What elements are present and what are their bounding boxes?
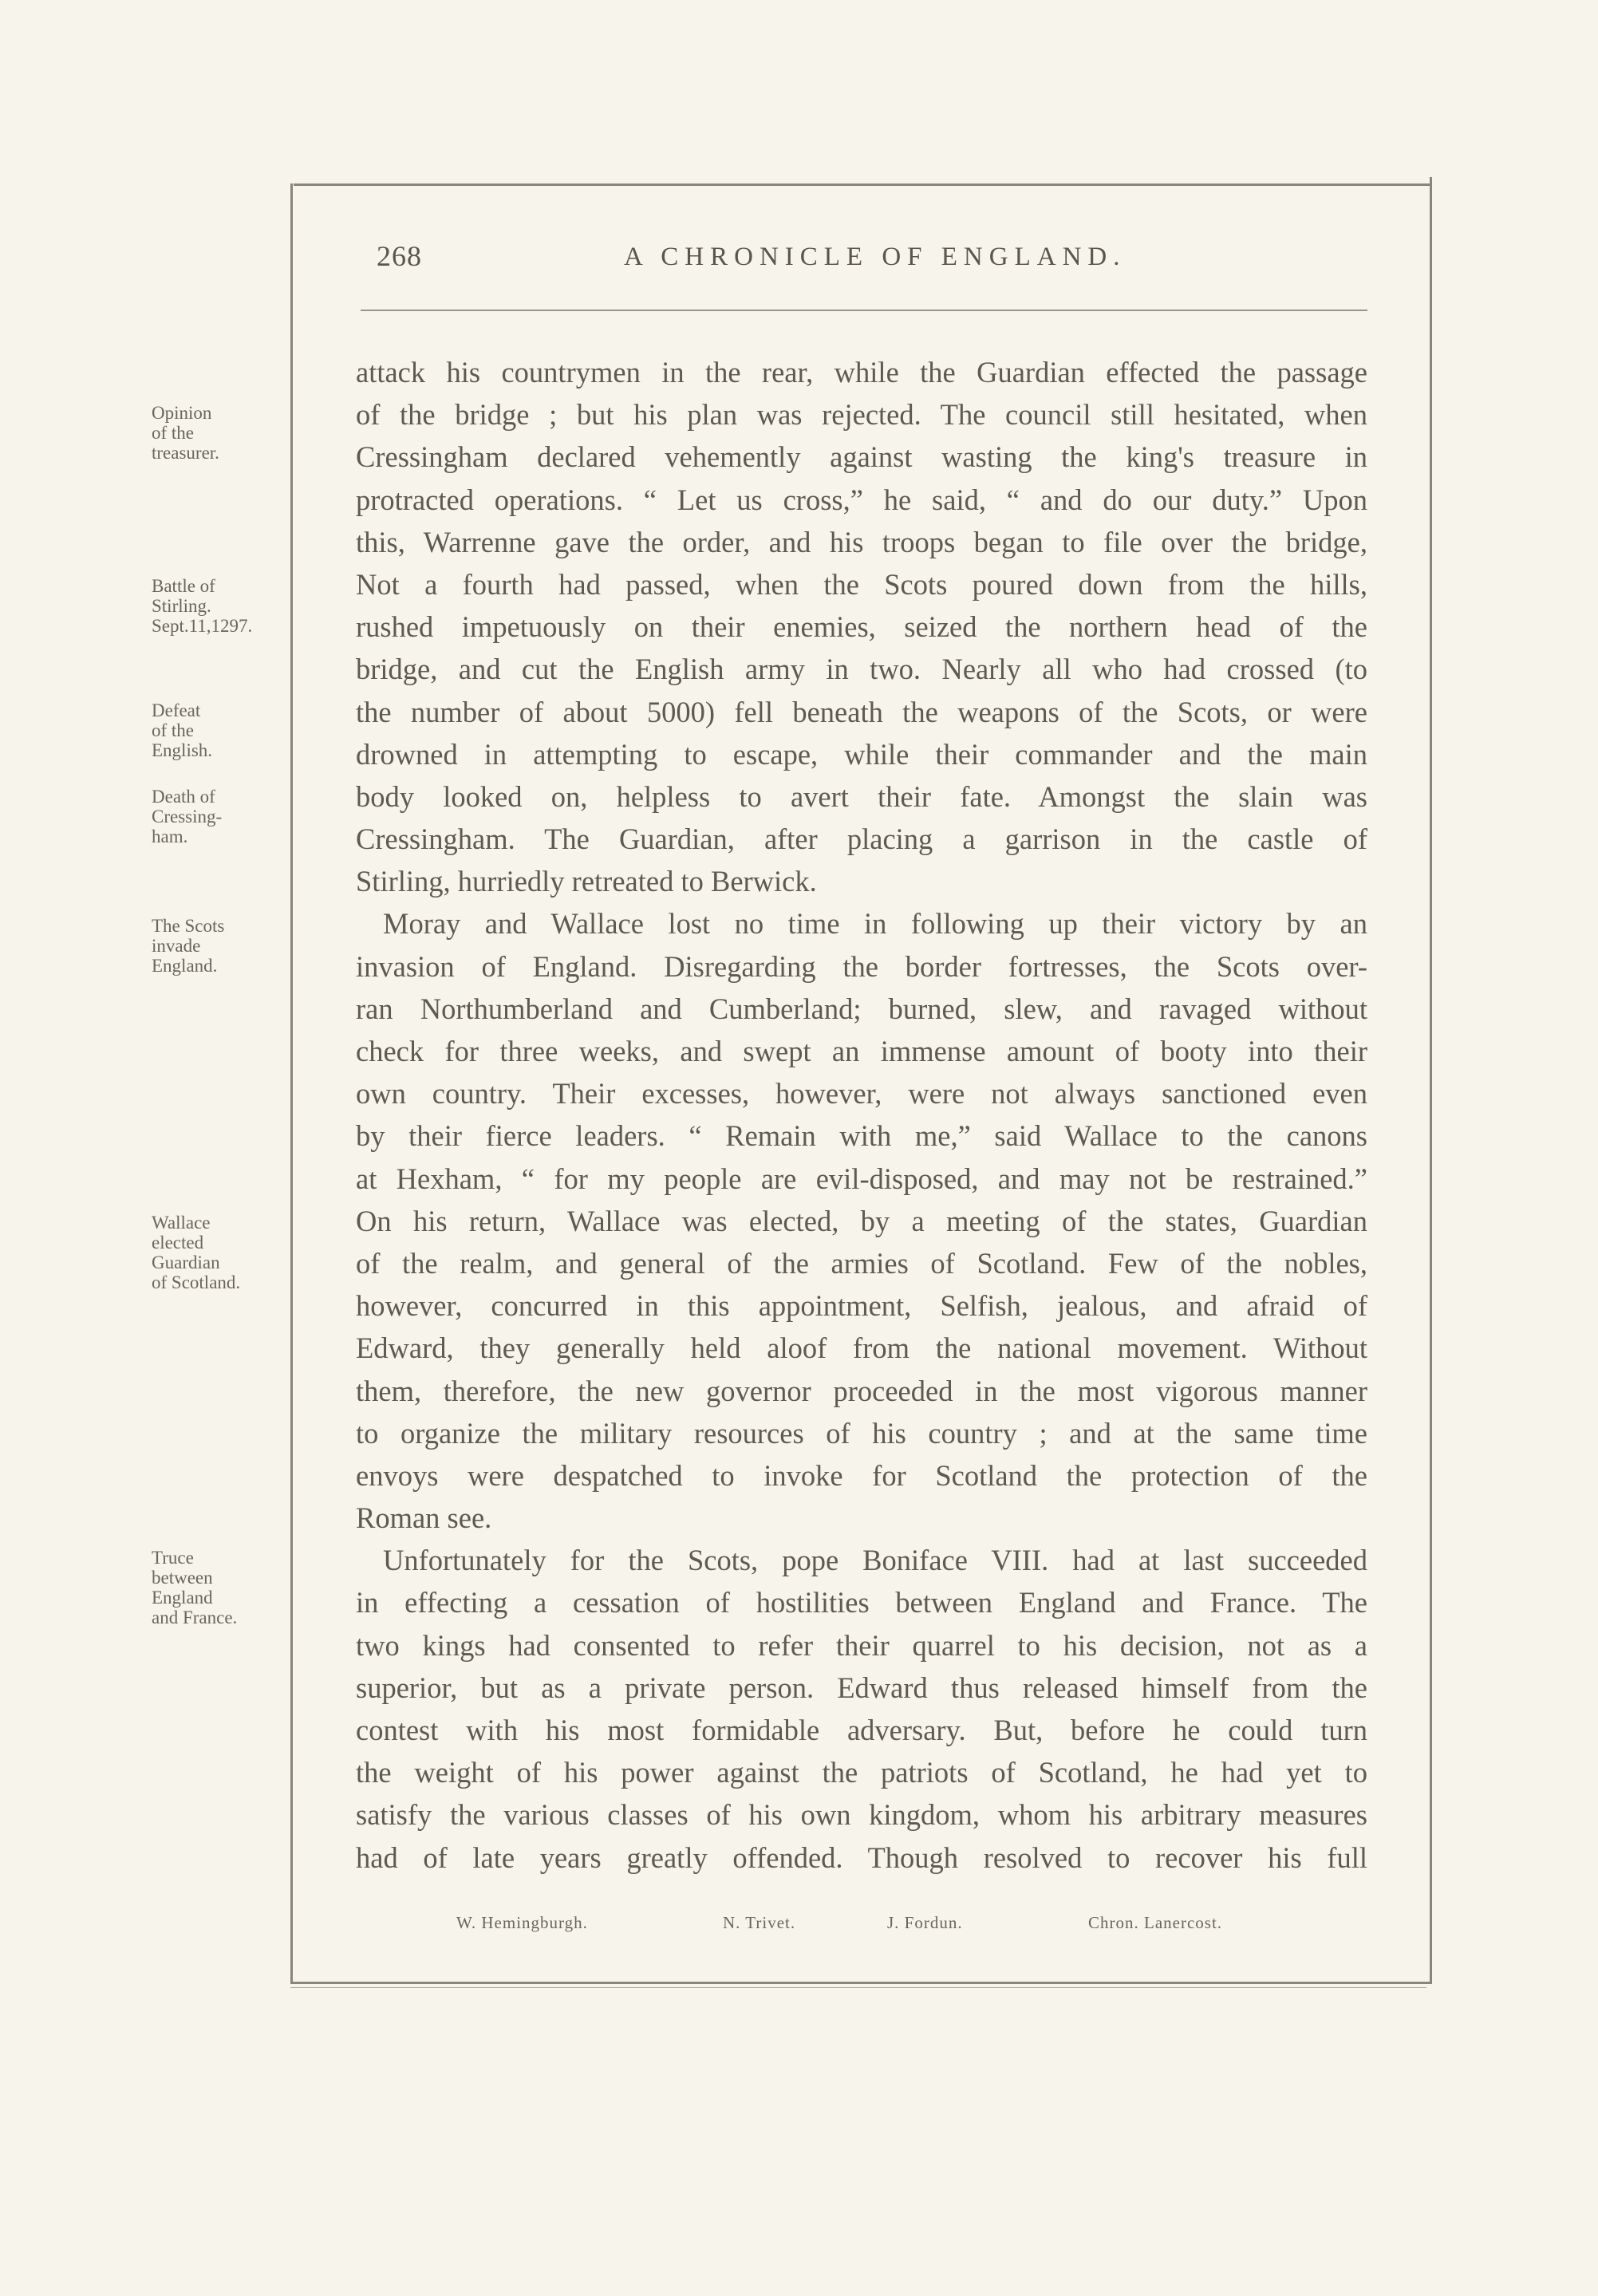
margin-note-line: ham.	[152, 826, 188, 846]
margin-note-line: elected	[152, 1233, 204, 1253]
margin-note-line: Battle of	[152, 576, 215, 596]
margin-note-line: treasurer.	[152, 443, 219, 463]
margin-note-battle-of-stirling	[152, 576, 295, 636]
margin-note-line: Defeat	[152, 700, 201, 720]
body-line: bridge, and cut the English army in two. Nearly all who had crossed (to	[356, 653, 1367, 686]
body-line: Roman see.	[356, 1501, 492, 1535]
frame-bottom-rule-inner	[290, 1987, 1426, 1988]
body-line: own country. Their excesses, however, were not always sanctioned even	[356, 1077, 1367, 1111]
margin-note-line: English.	[152, 740, 213, 760]
margin-note-line: and France.	[152, 1608, 238, 1627]
body-line: however, concurred in this appointment, Selfish, jealous, and afraid of	[356, 1289, 1367, 1323]
margin-note-line: between	[152, 1568, 213, 1588]
margin-note-line: England.	[152, 956, 218, 976]
page-title: A CHRONICLE OF ENGLAND.	[624, 243, 1126, 271]
source-citation: N. Trivet.	[723, 1913, 796, 1932]
body-line: superior, but as a private person. Edward thus released himself from the	[356, 1671, 1367, 1704]
source-citation: J. Fordun.	[887, 1913, 963, 1932]
body-line: drowned in attempting to escape, while their commander and the main	[356, 737, 1367, 771]
source-citation: Chron. Lanercost.	[1088, 1913, 1223, 1932]
body-line: them, therefore, the new governor proceeded in the most vigorous manner	[356, 1374, 1367, 1407]
body-line: Edward, they generally held aloof from the national movement. Without	[356, 1331, 1367, 1365]
margin-note-defeat-of-english	[152, 700, 295, 760]
body-line: ran Northumberland and Cumberland; burned, slew, and ravaged without	[356, 992, 1367, 1025]
body-line: in effecting a cessation of hostilities between England and France. The	[356, 1586, 1367, 1619]
body-line: protracted operations. “ Let us cross,” he said, “ and do our duty.” Upon	[356, 483, 1367, 516]
body-line: Not a fourth had passed, when the Scots poured down from the hills,	[356, 567, 1367, 601]
body-line: Moray and Wallace lost no time in following up their victory by an	[383, 907, 1367, 941]
margin-note-line: Wallace	[152, 1213, 211, 1233]
margin-note-line: Cressing-	[152, 807, 223, 826]
body-line: two kings had consented to refer their quarrel to his decision, not as a	[356, 1628, 1367, 1662]
body-line: at Hexham, “ for my people are evil-disposed, and may not be restrained.”	[356, 1162, 1367, 1195]
body-line: Cressingham declared vehemently against wasting the king's treasure in	[356, 440, 1367, 474]
frame-top-rule	[294, 183, 1430, 186]
body-line: had of late years greatly offended. Though resolved to recover his full	[356, 1840, 1367, 1874]
margin-note-opinion-of-treasurer	[152, 403, 295, 463]
margin-note-scots-invade-england	[152, 916, 295, 976]
body-line: Unfortunately for the Scots, pope Boniface VIII. had at last succeeded	[383, 1544, 1367, 1577]
body-line: check for three weeks, and swept an immense amount of booty into their	[356, 1035, 1367, 1067]
running-head	[377, 239, 1366, 287]
margin-note-death-of-cressingham	[152, 787, 295, 846]
margin-note-line: Sept.11,1297.	[152, 616, 253, 636]
margin-note-line: The Scots	[152, 916, 225, 936]
page-number: 268	[377, 240, 422, 272]
body-line: to organize the military resources of his country ; and at the same time	[356, 1416, 1367, 1450]
body-line: Stirling, hurriedly retreated to Berwick.	[356, 865, 817, 898]
body-line: the number of about 5000) fell beneath the weapons of the Scots, or were	[356, 695, 1367, 728]
body-line: envoys were despatched to invoke for Scotland the protection of the	[356, 1458, 1367, 1492]
body-line: the weight of his power against the patriots of Scotland, he had yet to	[356, 1756, 1367, 1789]
body-line: contest with his most formidable adversary. But, before he could turn	[356, 1714, 1367, 1746]
frame-right-rule	[1430, 177, 1432, 1983]
frame-bottom-rule	[290, 1982, 1432, 1984]
margin-note-line: of Scotland.	[152, 1272, 241, 1292]
body-text	[356, 351, 1367, 1879]
margin-note-truce	[152, 1548, 295, 1627]
header-rule	[361, 310, 1367, 311]
margin-note-wallace-elected	[152, 1213, 295, 1292]
body-line: of the bridge ; but his plan was rejected. The council still hesitated, when	[356, 398, 1367, 432]
margin-note-line: Death of	[152, 787, 215, 807]
source-citation: W. Hemingburgh.	[456, 1913, 588, 1932]
body-line: rushed impetuously on their enemies, seized the northern head of the	[356, 610, 1367, 644]
margin-note-line: Stirling.	[152, 596, 211, 616]
margin-note-line: of the	[152, 423, 195, 443]
body-line: On his return, Wallace was elected, by a meeting of the states, Guardian	[356, 1204, 1367, 1237]
body-line: body looked on, helpless to avert their fate. Amongst the slain was	[356, 779, 1367, 813]
margin-note-line: invade	[152, 936, 201, 956]
margin-note-line: Truce	[152, 1548, 194, 1568]
body-line: of the realm, and general of the armies of Scotland. Few of the nobles,	[356, 1246, 1367, 1280]
margin-note-line: Guardian	[152, 1253, 220, 1272]
body-line: invasion of England. Disregarding the border fortresses, the Scots over-	[356, 949, 1367, 983]
body-line: Cressingham. The Guardian, after placing a garrison in the castle of	[356, 823, 1367, 856]
margin-note-line: England	[152, 1588, 213, 1608]
body-line: attack his countrymen in the rear, while the Guardian effected the passage	[356, 356, 1367, 389]
body-line: satisfy the various classes of his own kingdom, whom his arbitrary measures	[356, 1798, 1367, 1832]
footer-sources	[456, 1913, 1270, 1937]
margin-note-line: Opinion	[152, 403, 212, 423]
body-line: this, Warrenne gave the order, and his troops began to file over the bridge,	[356, 525, 1367, 558]
body-line: by their fierce leaders. “ Remain with me,” said Wallace to the canons	[356, 1119, 1367, 1153]
margin-note-line: of the	[152, 720, 195, 740]
